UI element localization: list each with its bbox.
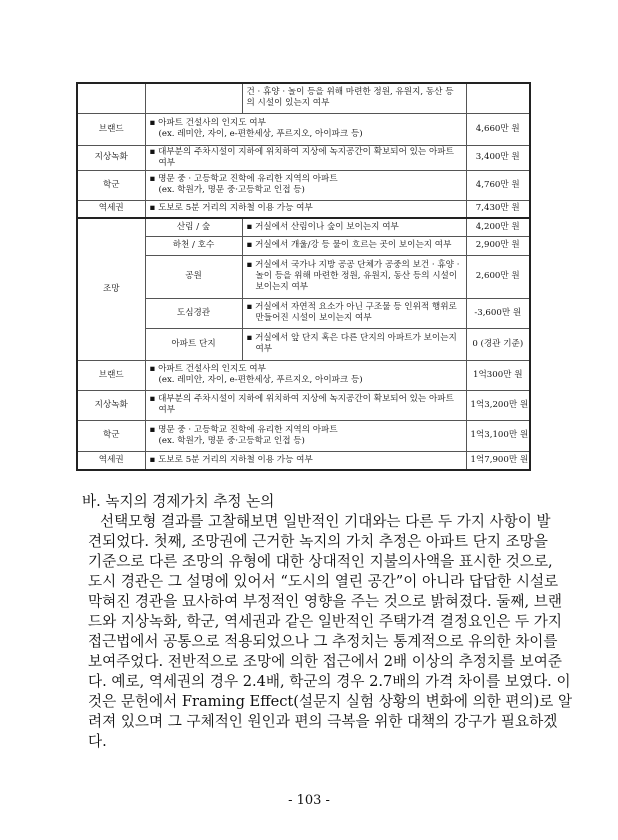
empty-cell [145, 83, 242, 113]
description-example: (ex. 레미안, 자이, e-편한세상, 푸르지오, 아이파크 등) [158, 375, 363, 385]
table-row [77, 145, 530, 170]
description-cell [145, 390, 466, 420]
valuation-table [76, 82, 531, 471]
value-cell: 2,600만 원 [466, 255, 530, 298]
paragraph-line: 다. [88, 733, 107, 750]
description-text [247, 222, 462, 233]
bullet-icon: ▪ [246, 302, 253, 312]
value-cell: 3,400만 원 [466, 145, 530, 170]
view-type-name: 하천 / 호수 [145, 236, 242, 255]
view-type-name: 산림 / 숲 [145, 218, 242, 236]
value-cell: 1억7,900만 원 [466, 451, 530, 470]
factor-name: 역세권 [77, 451, 145, 470]
paragraph-line: 드와 지상녹화, 학군, 역세권과 같은 일반적인 주택가격 결정요인은 두 가지 [88, 613, 562, 630]
bullet-icon: ▪ [149, 394, 156, 404]
value-cell: 1억3,100만 원 [466, 420, 530, 451]
description-cell [145, 145, 466, 170]
table-row [77, 218, 530, 236]
bullet-icon: ▪ [149, 146, 156, 157]
description-example: (ex. 레미안, 자이, e-편한세상, 푸르지오, 아이파크 등) [158, 129, 363, 139]
description-cell [242, 218, 466, 236]
table-row [77, 113, 530, 145]
factor-name: 브랜드 [77, 360, 145, 390]
table-row [77, 255, 530, 298]
bullet-icon: ▪ [246, 260, 253, 270]
paragraph-line: 것은 문헌에서 Framing Effect(설문지 실험 상황의 변화에 의한 편의)로 알 [88, 693, 573, 710]
description-cell [145, 451, 466, 470]
description-cell [145, 420, 466, 451]
paragraph-line: 기준으로 다른 조망의 유형에 대한 상대적인 지불의사액을 표시한 것으로, [88, 553, 553, 570]
description-cell [145, 200, 466, 218]
description-text [150, 147, 462, 169]
bullet-icon: ▪ [149, 364, 156, 374]
table-row [77, 420, 530, 451]
description-text [247, 333, 462, 355]
description-text [150, 203, 462, 214]
description-cell [145, 170, 466, 200]
description-main: 거실에서 자연적 요소가 아닌 구조물 등 인위적 행위로 만들어진 시설이 보이는지 여부 [255, 302, 457, 323]
table-row [77, 236, 530, 255]
paragraph-line: 도시 경관은 그 설명에 있어서 “도시의 열린 공간”이 아니라 답답한 시설로 [88, 573, 559, 590]
description-cell: 건 · 휴양 · 놀이 등을 위해 마련한 정원, 유원지, 동산 등의 시설이 있는지 여부 [242, 83, 466, 113]
table-row [77, 328, 530, 360]
description-text [247, 302, 462, 324]
value-cell: 1억3,200만 원 [466, 390, 530, 420]
factor-name: 지상녹화 [77, 145, 145, 170]
value-cell: -3,600만 원 [466, 298, 530, 328]
empty-cell [77, 83, 145, 113]
description-main: 도보로 5분 거리의 지하철 이용 가능 여부 [158, 454, 313, 465]
section-heading: 바. 녹지의 경제가치 추정 논의 [82, 493, 275, 510]
bullet-icon: ▪ [149, 424, 156, 435]
description-cell [145, 113, 466, 145]
factor-name: 학군 [77, 170, 145, 200]
description-cell [242, 255, 466, 298]
description-main: 도보로 5분 거리의 지하철 이용 가능 여부 [158, 203, 313, 214]
table-row [77, 200, 530, 218]
table-row [77, 451, 530, 470]
value-cell: 4,660만 원 [466, 113, 530, 145]
paragraph-line: 려져 있으며 그 구체적인 원인과 편의 극복을 위한 대책의 강구가 필요하겠 [88, 713, 558, 730]
paragraph-line: 견되었다. 첫째, 조망권에 근거한 녹지의 가치 추정은 아파트 단지 조망을 [88, 533, 548, 550]
description-cell [242, 328, 466, 360]
page-number: - 103 - [288, 793, 330, 808]
paragraph-line: 다. 예로, 역세권의 경우 2.4배, 학군의 경우 2.7배의 가격 차이를 보였다. 이 [88, 673, 571, 690]
bullet-icon: ▪ [246, 333, 253, 343]
value-cell: 2,900만 원 [466, 236, 530, 255]
description-main: 아파트 건설사의 인지도 여부 [158, 364, 266, 374]
factor-name: 브랜드 [77, 113, 145, 145]
description-example: (ex. 학원가, 명문 중·고등학교 인접 등) [158, 185, 305, 195]
description-main: 거실에서 산림이나 숲이 보이는지 여부 [255, 221, 399, 232]
table-row [77, 360, 530, 390]
bullet-icon: ▪ [149, 454, 156, 465]
table-row [77, 83, 530, 113]
description-text [150, 394, 462, 416]
bullet-icon: ▪ [246, 240, 253, 250]
bullet-icon: ▪ [149, 203, 156, 214]
description-main: 명문 중 · 고등학교 진학에 유리한 지역의 아파트 [158, 424, 338, 435]
paragraph-line: 막혀진 경관을 묘사하여 부정적인 영향을 주는 것으로 밝혀졌다. 둘째, 브랜 [88, 593, 562, 610]
description-main: 아파트 건설사의 인지도 여부 [158, 118, 266, 128]
description-text [150, 364, 462, 375]
paragraph-line: 보여주었다. 전반적으로 조망에 의한 접근에서 2배 이상의 추정치를 보여준 [88, 653, 562, 670]
description-main: 거실에서 개울/강 등 물이 흐르는 곳이 보이는지 여부 [255, 240, 452, 250]
description-cell [145, 360, 466, 390]
description-cell [242, 236, 466, 255]
factor-name: 학군 [77, 420, 145, 451]
value-cell: 7,430만 원 [466, 200, 530, 218]
description-main: 대부분의 주차시설이 지하에 위치하여 지상에 녹지공간이 확보되어 있는 아파트 여부 [158, 146, 454, 168]
value-cell: 4,200만 원 [466, 218, 530, 236]
description-main: 대부분의 주차시설이 지하에 위치하여 지상에 녹지공간이 확보되어 있는 아파트 여부 [158, 394, 454, 415]
description-text [247, 240, 462, 251]
description-example: (ex. 학원가, 명문 중·고등학교 인접 등) [158, 435, 305, 446]
value-cell: 0 (경관 기준) [466, 328, 530, 360]
value-cell: 4,760만 원 [466, 170, 530, 200]
description-text [150, 455, 462, 466]
description-text [150, 118, 462, 129]
description-main: 거실에서 국가나 지방 공공 단체가 공중의 보건 · 휴양 · 놀이 등을 위해 마련한 정원, 유원지, 동산 등의 시설이 보이는지 여부 [255, 260, 460, 292]
view-type-name: 도심경관 [145, 298, 242, 328]
table-row [77, 298, 530, 328]
view-group-label: 조망 [77, 218, 145, 360]
section-body [82, 492, 573, 752]
table-row [77, 170, 530, 200]
description-text [150, 174, 462, 185]
empty-cell [466, 83, 530, 113]
factor-name: 지상녹화 [77, 390, 145, 420]
description-text [150, 425, 462, 436]
bullet-icon: ▪ [149, 174, 156, 184]
factor-name: 역세권 [77, 200, 145, 218]
description-text [247, 260, 462, 293]
value-cell: 1억300만 원 [466, 360, 530, 390]
view-type-name: 공원 [145, 255, 242, 298]
description-main: 명문 중 · 고등학교 진학에 유리한 지역의 아파트 [158, 174, 338, 184]
description-main: 거실에서 앞 단지 혹은 다른 단지의 아파트가 보이는지 여부 [255, 333, 457, 354]
description-cell [242, 298, 466, 328]
bullet-icon: ▪ [149, 118, 156, 128]
view-type-name: 아파트 단지 [145, 328, 242, 360]
table-row [77, 390, 530, 420]
bullet-icon: ▪ [246, 221, 253, 232]
paragraph-line: 선택모형 결과를 고찰해보면 일반적인 기대와는 다른 두 가지 사항이 발 [100, 513, 551, 530]
paragraph-line: 접근법에서 공통으로 적용되었으나 그 추정치는 통계적으로 유의한 차이를 [88, 633, 558, 650]
